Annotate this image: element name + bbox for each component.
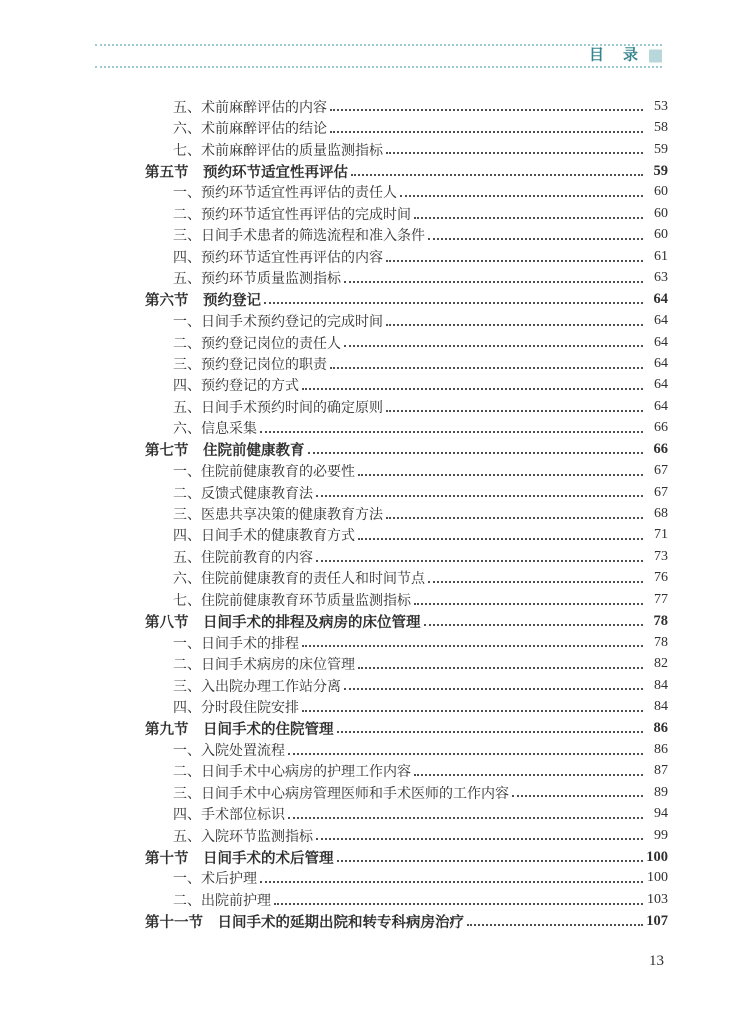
dot-leader [509,782,646,803]
toc-entry-page: 64 [653,291,668,308]
toc-entry [95,289,668,310]
toc-entry-page: 84 [654,698,668,714]
toc-entry [95,525,668,546]
toc-entry-label: 五、术前麻醉评估的内容 [173,100,327,116]
dot-leader [411,761,646,782]
toc-entry-label: 一、入院处置流程 [173,743,285,759]
toc-entry-label: 第十一节 日间手术的延期出院和转专科病房治疗 [145,914,464,931]
toc-entry-label: 三、医患共享决策的健康教育方法 [173,508,383,524]
dot-leader [313,825,646,846]
toc-entry [95,182,668,203]
toc-entry-label: 四、预约登记的方式 [173,379,299,395]
toc-entry [95,160,668,181]
toc-entry-label: 二、出院前护理 [173,893,271,909]
dot-leader [313,546,646,567]
dot-leader [383,503,646,524]
toc-entry-label: 第九节 日间手术的住院管理 [145,721,334,738]
toc-entry-page: 86 [654,741,668,757]
toc-entry-label: 五、入院环节监测指标 [173,829,313,845]
toc-entry-page: 58 [654,120,668,136]
toc-entry [95,96,668,117]
dot-leader [355,525,646,546]
toc-entry-label: 第七节 住院前健康教育 [145,443,305,460]
header-divider-bottom [95,66,662,68]
toc-entry [95,889,668,910]
dot-leader [327,117,646,138]
dot-leader [411,589,646,610]
dot-leader [305,439,647,460]
toc-entry-label: 一、日间手术预约登记的完成时间 [173,315,383,331]
toc-entry [95,375,668,396]
toc-entry-label: 一、日间手术的排程 [173,636,299,652]
dot-leader [464,911,646,932]
toc-entry-page: 64 [654,313,668,329]
toc-entry-page: 67 [654,463,668,479]
toc-entry-page: 64 [654,355,668,371]
dot-leader [425,225,646,246]
dot-leader [327,353,646,374]
dot-leader [313,482,646,503]
toc-entry-page: 77 [654,591,668,607]
toc-entry-page: 78 [653,612,668,629]
toc-entry-page: 78 [654,634,668,650]
toc-entry-page: 60 [654,184,668,200]
dot-leader [383,246,646,267]
toc-entry-label: 第八节 日间手术的排程及病房的床位管理 [145,614,421,631]
toc-entry-page: 107 [646,912,668,929]
toc-entry [95,696,668,717]
toc-entry-label: 七、住院前健康教育环节质量监测指标 [173,593,411,609]
dot-leader [341,332,646,353]
dot-leader [341,675,646,696]
toc-entry [95,803,668,824]
toc-entry [95,117,668,138]
toc-entry-label: 一、预约环节适宜性再评估的责任人 [173,186,397,202]
dot-leader [411,203,646,224]
toc-entry [95,739,668,760]
toc-entry-label: 三、日间手术中心病房管理医师和手术医师的工作内容 [173,786,509,802]
toc-entry [95,911,668,932]
toc-entry [95,568,668,589]
toc-entry-label: 五、预约环节质量监测指标 [173,272,341,288]
toc-entry-page: 94 [654,806,668,822]
dot-leader [397,182,646,203]
toc-entry-label: 五、日间手术预约时间的确定原则 [173,400,383,416]
toc-entry [95,825,668,846]
toc-entry-label: 六、信息采集 [173,422,257,438]
toc-entry-label: 第六节 预约登记 [145,293,261,310]
toc-entry [95,203,668,224]
dot-leader [285,803,646,824]
toc-entry-label: 四、日间手术的健康教育方式 [173,529,355,545]
toc-entry [95,268,668,289]
toc-entry-page: 100 [646,848,668,865]
dot-leader [383,396,646,417]
toc-entry-page: 66 [654,420,668,436]
toc-entry [95,225,668,246]
dot-leader [341,268,646,289]
dot-leader [299,375,646,396]
toc-entry-page: 103 [647,891,668,907]
toc-entry-label: 三、预约登记岗位的职责 [173,357,327,373]
toc-entry-page: 87 [654,763,668,779]
toc-entry [95,310,668,331]
dot-leader [334,718,647,739]
toc-entry-page: 66 [653,441,668,458]
dot-leader [355,653,646,674]
toc-entry [95,396,668,417]
dot-leader [327,96,646,117]
toc-entry [95,761,668,782]
toc-entry-page: 53 [654,98,668,114]
toc-entry-label: 第五节 预约环节适宜性再评估 [145,164,348,181]
toc-entry-page: 64 [654,398,668,414]
toc-entry-label: 二、反馈式健康教育法 [173,486,313,502]
toc-entry-page: 61 [654,248,668,264]
toc-entry [95,439,668,460]
toc-entry-page: 60 [654,205,668,221]
toc-entry-label: 三、日间手术患者的筛选流程和准入条件 [173,229,425,245]
header-accent-square-icon [649,50,662,63]
dot-leader [299,696,646,717]
toc-entry-page: 89 [654,784,668,800]
dot-leader [348,160,646,181]
toc-entry-page: 82 [654,656,668,672]
toc-list [95,96,668,932]
toc-entry [95,546,668,567]
toc-entry [95,353,668,374]
toc-entry-label: 四、预约环节适宜性再评估的内容 [173,250,383,266]
toc-entry-page: 86 [653,719,668,736]
toc-entry-page: 64 [654,334,668,350]
toc-entry-page: 71 [654,527,668,543]
toc-entry [95,589,668,610]
toc-entry-page: 68 [654,506,668,522]
toc-entry-page: 73 [654,548,668,564]
toc-entry [95,503,668,524]
toc-entry [95,718,668,739]
toc-entry-label: 六、住院前健康教育的责任人和时间节点 [173,572,425,588]
toc-entry-label: 二、预约登记岗位的责任人 [173,336,341,352]
toc-entry [95,246,668,267]
toc-entry-label: 四、分时段住院安排 [173,700,299,716]
toc-entry-page: 67 [654,484,668,500]
toc-entry-page: 100 [647,870,668,886]
toc-entry-label: 第十节 日间手术的术后管理 [145,850,334,867]
toc-entry [95,332,668,353]
toc-header-title-row [589,49,662,64]
toc-entry [95,460,668,481]
toc-entry-page: 63 [654,270,668,286]
toc-entry-label: 二、预约环节适宜性再评估的完成时间 [173,207,411,223]
dot-leader [383,139,646,160]
toc-entry [95,632,668,653]
toc-entry [95,139,668,160]
toc-header-title: 目 录 [588,47,640,64]
toc-entry [95,782,668,803]
toc-entry [95,846,668,867]
toc-entry [95,675,668,696]
toc-entry-label: 五、住院前教育的内容 [173,550,313,566]
header-divider-top [95,44,662,46]
toc-entry-page: 60 [654,227,668,243]
toc-entry [95,611,668,632]
dot-leader [421,611,647,632]
toc-entry-page: 59 [654,141,668,157]
dot-leader [355,460,646,481]
dot-leader [261,289,646,310]
toc-entry-label: 二、日间手术中心病房的护理工作内容 [173,765,411,781]
dot-leader [271,889,646,910]
toc-entry-label: 七、术前麻醉评估的质量监测指标 [173,143,383,159]
dot-leader [257,418,646,439]
toc-entry-label: 三、入出院办理工作站分离 [173,679,341,695]
toc-entry-page: 99 [654,827,668,843]
toc-entry-label: 四、手术部位标识 [173,808,285,824]
dot-leader [299,632,646,653]
dot-leader [334,846,647,867]
dot-leader [257,868,646,889]
toc-entry [95,868,668,889]
toc-entry-label: 六、术前麻醉评估的结论 [173,122,327,138]
toc-entry-page: 64 [654,377,668,393]
toc-entry-page: 59 [653,162,668,179]
dot-leader [285,739,646,760]
toc-entry [95,482,668,503]
toc-header [95,44,662,68]
toc-entry-page: 84 [654,677,668,693]
toc-entry-label: 一、术后护理 [173,872,257,888]
toc-entry-page: 76 [654,570,668,586]
toc-entry [95,418,668,439]
toc-entry [95,653,668,674]
dot-leader [383,310,646,331]
dot-leader [425,568,646,589]
page-number: 13 [649,953,664,969]
toc-entry-label: 一、住院前健康教育的必要性 [173,465,355,481]
toc-entry-label: 二、日间手术病房的床位管理 [173,658,355,674]
